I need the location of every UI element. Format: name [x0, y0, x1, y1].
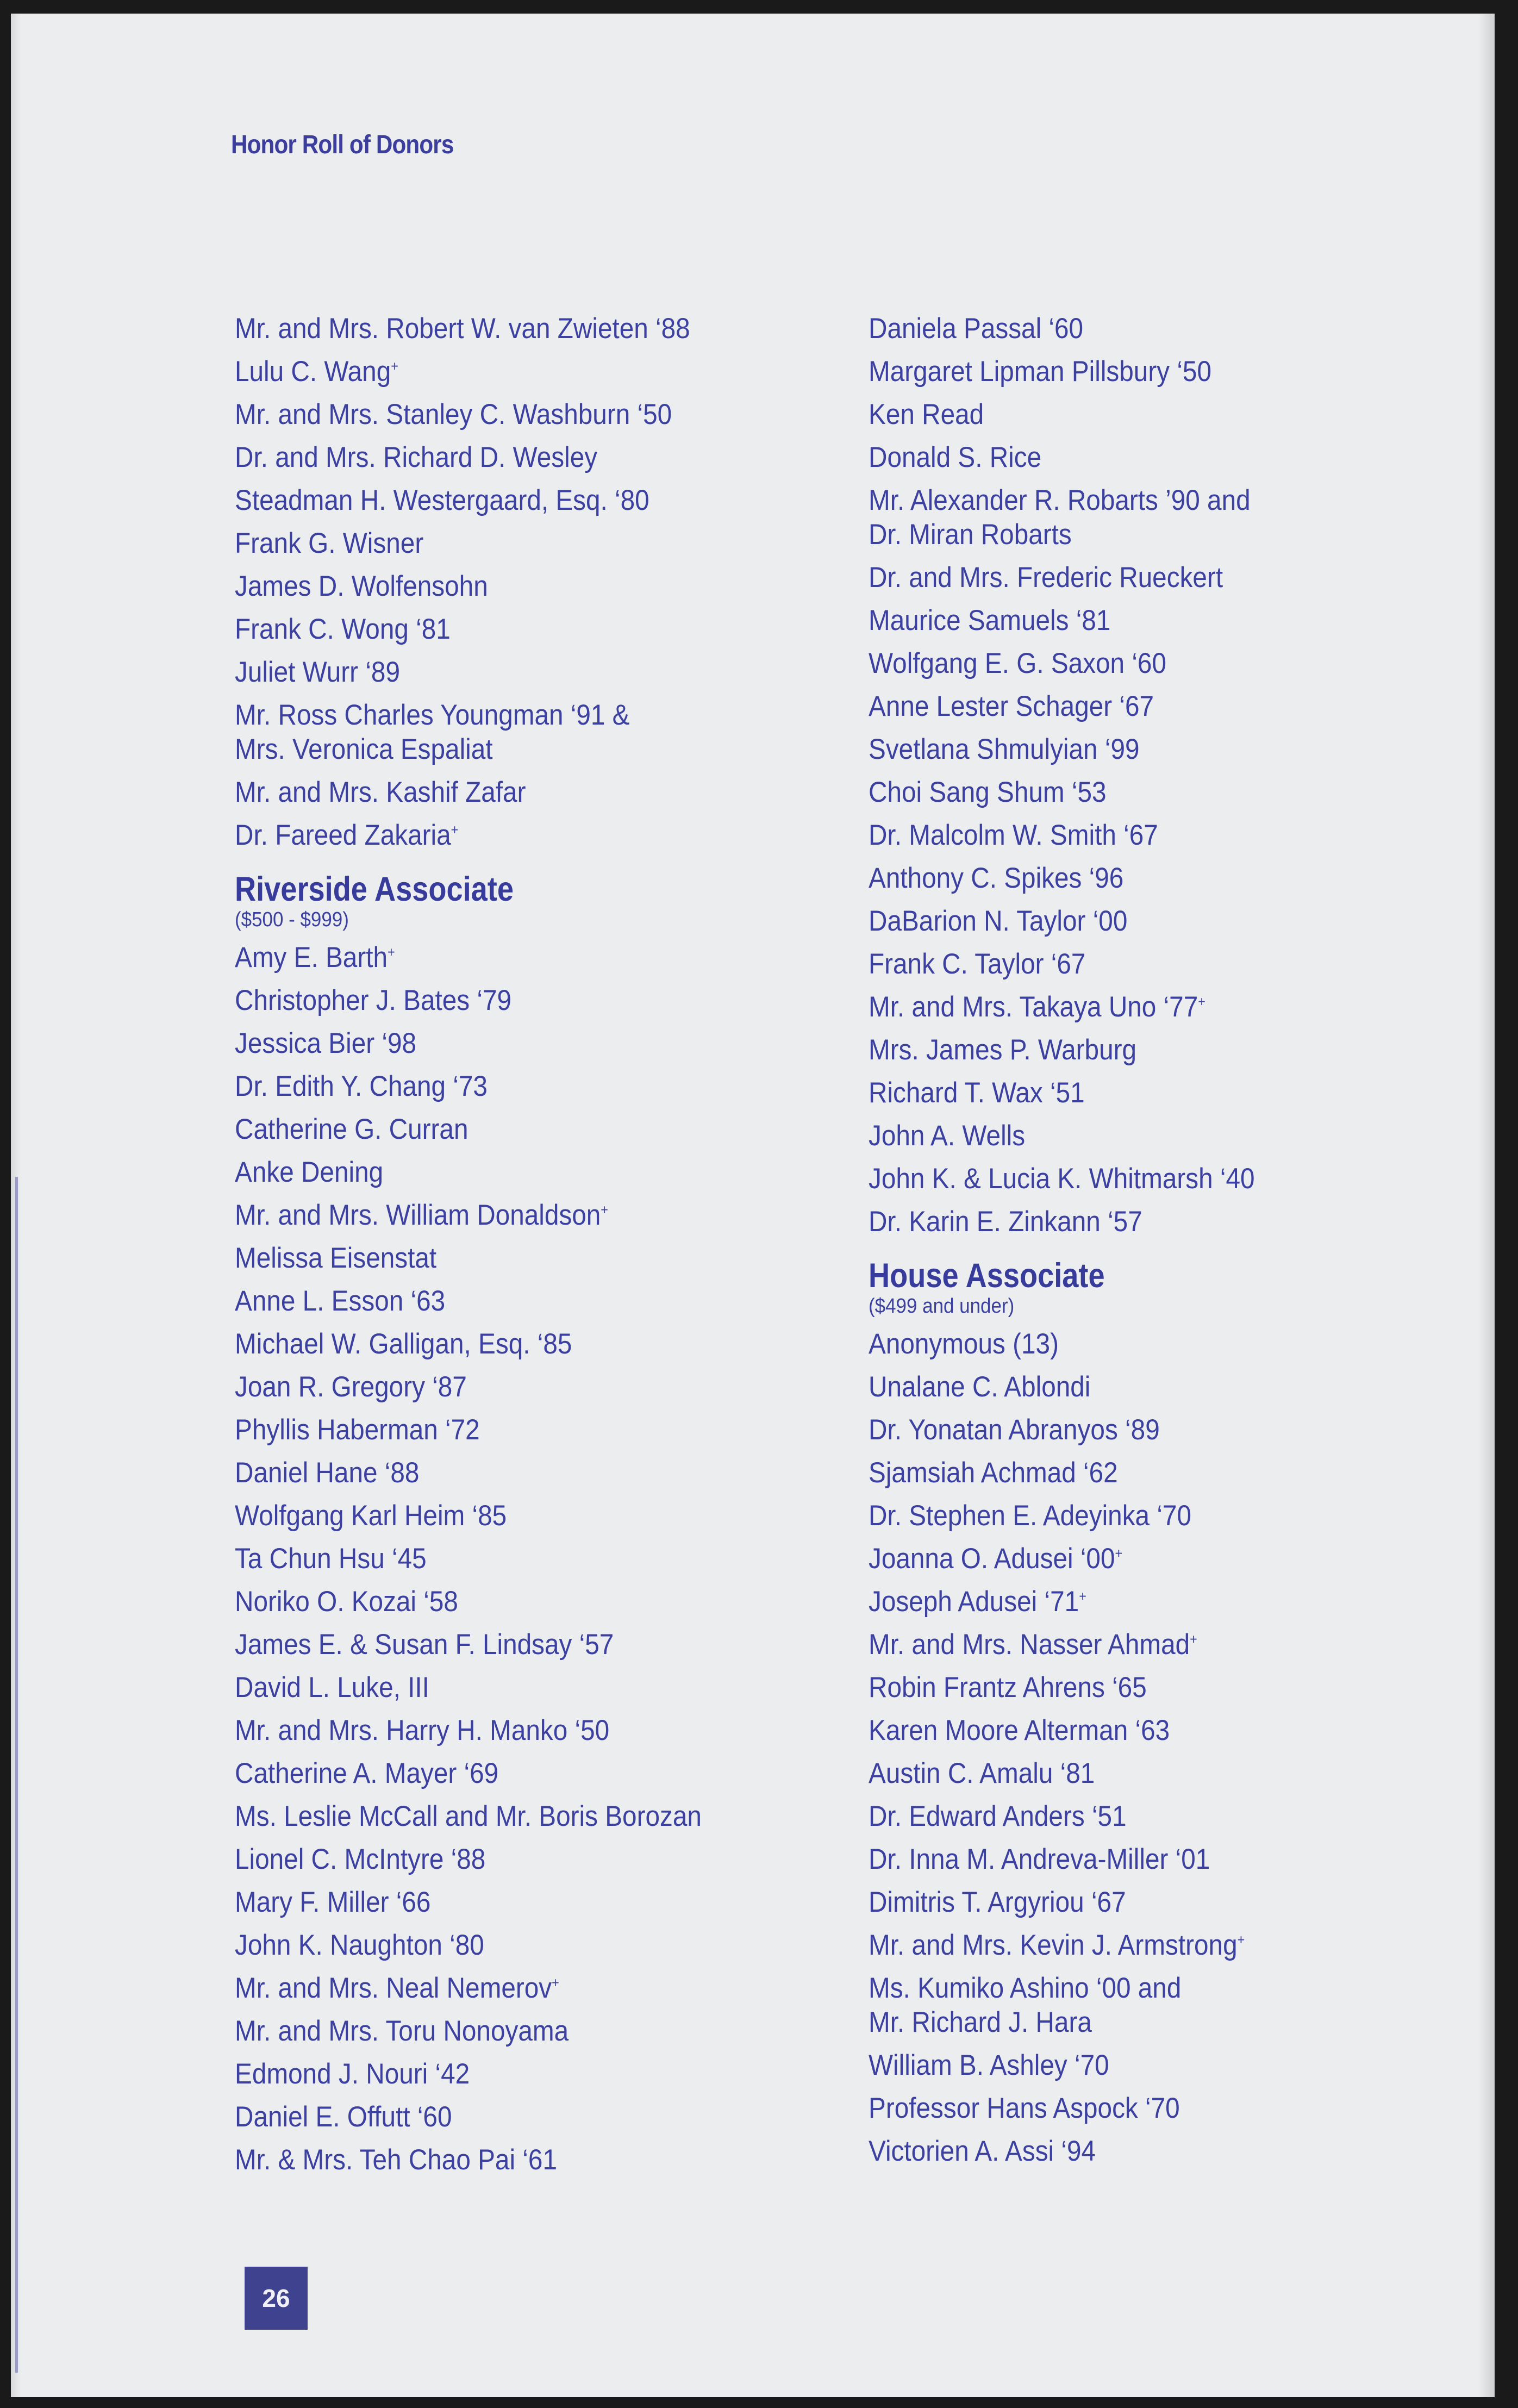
- donor-name: Anonymous (13): [869, 1328, 1059, 1360]
- donor-name: Daniel E. Offutt ‘60: [235, 2101, 452, 2133]
- donor-entry: [869, 646, 1407, 681]
- donor-entry: [869, 1413, 1407, 1447]
- donor-entry: [235, 1370, 788, 1404]
- spine-line: [15, 1177, 18, 2373]
- section-title-house: House Associate: [869, 1257, 1105, 1295]
- donor-name: Mrs. James P. Warburg: [869, 1034, 1137, 1066]
- donor-entry: [235, 1542, 788, 1576]
- donor-name: Anke Dening: [235, 1156, 384, 1188]
- donor-name: James E. & Susan F. Lindsay ‘57: [235, 1629, 614, 1661]
- left-top-list: [235, 311, 849, 852]
- donor-entry: [869, 1842, 1407, 1876]
- donor-entry: [869, 990, 1407, 1024]
- donor-name: Mr. and Mrs. Kashif Zafar: [235, 776, 526, 808]
- donor-name: Dr. Edward Anders ‘51: [869, 1800, 1127, 1832]
- page-bleed-shading: [1478, 14, 1495, 2397]
- donor-name: Mr. and Mrs. William Donaldson: [235, 1199, 601, 1231]
- donor-entry: [869, 1799, 1407, 1833]
- donor-name: William B. Ashley ‘70: [869, 2049, 1109, 2081]
- donor-name: Austin C. Amalu ‘81: [869, 1757, 1095, 1789]
- plus-marker: +: [1237, 1931, 1245, 1948]
- section-range-house: ($499 and under): [869, 1295, 1015, 1318]
- donor-entry: [235, 397, 788, 432]
- donor-name: Dr. Stephen E. Adeyinka ‘70: [869, 1500, 1191, 1532]
- donor-name: John A. Wells: [869, 1120, 1026, 1152]
- left-column: [235, 311, 849, 2186]
- donor-entry: [869, 603, 1407, 638]
- donor-entry: [235, 1155, 788, 1189]
- donor-entry: [869, 2048, 1407, 2082]
- donor-name: Svetlana Shmulyian ‘99: [869, 733, 1140, 765]
- donor-name: Catherine A. Mayer ‘69: [235, 1757, 499, 1789]
- donor-entry: [869, 1076, 1407, 1110]
- donor-name: DaBarion N. Taylor ‘00: [869, 905, 1128, 937]
- donor-entry: [869, 1670, 1407, 1705]
- donor-name: Mr. and Mrs. Nasser Ahmad: [869, 1629, 1190, 1661]
- donor-entry: [869, 354, 1407, 389]
- donor-name: Christopher J. Bates ‘79: [235, 984, 512, 1016]
- donor-entry: [869, 947, 1407, 981]
- donor-name: Mr. and Mrs. Stanley C. Washburn ‘50: [235, 398, 672, 431]
- donor-name: Frank C. Taylor ‘67: [869, 948, 1086, 980]
- plus-marker: +: [1115, 1545, 1123, 1562]
- donor-entry: [869, 1499, 1407, 1533]
- donor-name: Dr. Inna M. Andreva-Miller ‘01: [869, 1843, 1210, 1875]
- donor-entry: [869, 1584, 1407, 1619]
- donor-entry: [869, 440, 1407, 475]
- section-title-riverside: Riverside Associate: [235, 870, 514, 908]
- donor-entry: [235, 1713, 788, 1748]
- donor-name: Joseph Adusei ‘71: [869, 1586, 1079, 1618]
- donor-entry: [869, 1327, 1407, 1361]
- donor-name: John K. & Lucia K. Whitmarsh ‘40: [869, 1163, 1255, 1195]
- donor-entry: [235, 483, 788, 517]
- donor-name: Frank C. Wong ‘81: [235, 613, 451, 645]
- donor-entry: [869, 818, 1407, 852]
- donor-name: Daniel Hane ‘88: [235, 1457, 420, 1489]
- donor-entry: [235, 440, 788, 475]
- donor-entry: [235, 940, 788, 975]
- donor-entry: [235, 1627, 788, 1662]
- donor-name: Dr. Edith Y. Chang ‘73: [235, 1070, 488, 1102]
- donor-name: Choi Sang Shum ‘53: [869, 776, 1107, 808]
- donor-entry: [869, 1756, 1407, 1791]
- right-column: [869, 311, 1466, 2177]
- donor-name: Mr. Ross Charles Youngman ‘91 & Mrs. Veronica Espaliat: [235, 699, 630, 765]
- donor-name: John K. Naughton ‘80: [235, 1929, 484, 1961]
- donor-name: Dr. and Mrs. Richard D. Wesley: [235, 441, 598, 473]
- donor-name: Ms. Leslie McCall and Mr. Boris Borozan: [235, 1800, 702, 1832]
- donor-name: Mary F. Miller ‘66: [235, 1886, 431, 1918]
- donor-name: Dimitris T. Argyriou ‘67: [869, 1886, 1126, 1918]
- plus-marker: +: [391, 358, 398, 375]
- plus-marker: +: [1079, 1588, 1086, 1605]
- donor-name: Daniela Passal ‘60: [869, 313, 1084, 345]
- page: [11, 14, 1495, 2397]
- donor-entry: [869, 2091, 1407, 2125]
- donor-entry: [235, 1584, 788, 1619]
- donor-name: David L. Luke, III: [235, 1671, 429, 1704]
- donor-name: Dr. Malcolm W. Smith ‘67: [869, 819, 1158, 851]
- donor-name: Karen Moore Alterman ‘63: [869, 1714, 1170, 1746]
- donor-name: Professor Hans Aspock ‘70: [869, 2092, 1180, 2124]
- donor-name: Victorien A. Assi ‘94: [869, 2135, 1096, 2167]
- donor-entry: [235, 612, 788, 646]
- donor-name: Phyllis Haberman ‘72: [235, 1414, 480, 1446]
- donor-name: Wolfgang Karl Heim ‘85: [235, 1500, 507, 1532]
- donor-name: James D. Wolfensohn: [235, 570, 488, 602]
- donor-entry: [869, 560, 1407, 595]
- donor-entry: [235, 354, 788, 389]
- donor-entry: [869, 1885, 1407, 1919]
- donor-entry: [235, 1499, 788, 1533]
- donor-name: Catherine G. Curran: [235, 1113, 468, 1145]
- donor-entry: [235, 526, 788, 560]
- donor-entry: [869, 732, 1407, 766]
- donor-name: Mr. and Mrs. Toru Nonoyama: [235, 2015, 569, 2047]
- donor-entry: [869, 1928, 1407, 1962]
- donor-entry: [869, 397, 1407, 432]
- left-section-list: [235, 940, 849, 2177]
- donor-name: Maurice Samuels ‘81: [869, 604, 1111, 637]
- donor-entry: [235, 1413, 788, 1447]
- donor-name: Steadman H. Westergaard, Esq. ‘80: [235, 484, 649, 516]
- page-header: Honor Roll of Donors: [231, 130, 454, 159]
- donor-name: Mr. and Mrs. Neal Nemerov: [235, 1972, 552, 2004]
- donor-entry: [235, 1112, 788, 1146]
- page-number: 26: [245, 2267, 308, 2330]
- plus-marker: +: [1190, 1631, 1197, 1648]
- plus-marker: +: [451, 821, 459, 838]
- donor-entry: [235, 1069, 788, 1103]
- donor-entry: [869, 861, 1407, 895]
- donor-entry: [869, 1033, 1407, 1067]
- donor-name: Lionel C. McIntyre ‘88: [235, 1843, 486, 1875]
- donor-name: Lulu C. Wang: [235, 355, 391, 388]
- donor-name: Dr. Fareed Zakaria: [235, 819, 451, 851]
- donor-entry: [235, 1885, 788, 1919]
- donor-entry: [235, 1198, 788, 1232]
- donor-name: Noriko O. Kozai ‘58: [235, 1586, 458, 1618]
- donor-name: Amy E. Barth: [235, 941, 388, 974]
- donor-entry: [235, 2014, 788, 2048]
- donor-name: Dr. Yonatan Abranyos ‘89: [869, 1414, 1160, 1446]
- donor-name: Margaret Lipman Pillsbury ‘50: [869, 355, 1211, 388]
- donor-entry: [869, 483, 1407, 552]
- donor-name: Joan R. Gregory ‘87: [235, 1371, 467, 1403]
- donor-name: Dr. Karin E. Zinkann ‘57: [869, 1206, 1142, 1238]
- donor-entry: [235, 1241, 788, 1275]
- donor-entry: [869, 2134, 1407, 2168]
- donor-name: Anne L. Esson ‘63: [235, 1285, 446, 1317]
- donor-name: Richard T. Wax ‘51: [869, 1077, 1085, 1109]
- donor-entry: [869, 1971, 1407, 2039]
- donor-name: Mr. and Mrs. Robert W. van Zwieten ‘88: [235, 313, 690, 345]
- donor-name: Edmond J. Nouri ‘42: [235, 2058, 470, 2090]
- donor-entry: [235, 1284, 788, 1318]
- donor-entry: [869, 1119, 1407, 1153]
- plus-marker: +: [1198, 993, 1205, 1010]
- donor-name: Unalane C. Ablondi: [869, 1371, 1091, 1403]
- donor-entry: [869, 689, 1407, 723]
- donor-entry: [235, 311, 788, 346]
- donor-entry: [869, 1456, 1407, 1490]
- donor-entry: [235, 1799, 788, 1833]
- donor-entry: [235, 1756, 788, 1791]
- donor-entry: [869, 1713, 1407, 1748]
- donor-name: Wolfgang E. G. Saxon ‘60: [869, 647, 1167, 679]
- plus-marker: +: [601, 1201, 608, 1218]
- donor-name: Anthony C. Spikes ‘96: [869, 862, 1124, 894]
- donor-entry: [869, 904, 1407, 938]
- donor-entry: [869, 1542, 1407, 1576]
- donor-entry: [235, 569, 788, 603]
- donor-name: Ms. Kumiko Ashino ‘00 and Mr. Richard J. Hara: [869, 1972, 1182, 2038]
- donor-name: Sjamsiah Achmad ‘62: [869, 1457, 1118, 1489]
- donor-name: Michael W. Galligan, Esq. ‘85: [235, 1328, 572, 1360]
- donor-entry: [235, 655, 788, 689]
- donor-entry: [235, 1026, 788, 1060]
- donor-name: Robin Frantz Ahrens ‘65: [869, 1671, 1147, 1704]
- donor-name: Melissa Eisenstat: [235, 1242, 437, 1274]
- donor-entry: [235, 2100, 788, 2134]
- section-range-riverside: ($500 - $999): [235, 908, 349, 931]
- right-top-list: [869, 311, 1466, 1239]
- donor-entry: [869, 1627, 1407, 1662]
- donor-name: Frank G. Wisner: [235, 527, 424, 559]
- donor-name: Mr. and Mrs. Takaya Uno ‘77: [869, 991, 1198, 1023]
- donor-name: Juliet Wurr ‘89: [235, 656, 400, 688]
- donor-entry: [235, 1971, 788, 2005]
- donor-name: Ta Chun Hsu ‘45: [235, 1543, 427, 1575]
- donor-name: Mr. & Mrs. Teh Chao Pai ‘61: [235, 2144, 557, 2176]
- donor-entry: [235, 1327, 788, 1361]
- plus-marker: +: [387, 944, 395, 960]
- donor-entry: [869, 775, 1407, 809]
- donor-name: Jessica Bier ‘98: [235, 1027, 417, 1059]
- donor-entry: [869, 1162, 1407, 1196]
- donor-name: Ken Read: [869, 398, 984, 431]
- donor-name: Joanna O. Adusei ‘00: [869, 1543, 1115, 1575]
- donor-entry: [235, 2057, 788, 2091]
- donor-entry: [235, 698, 788, 766]
- donor-name: Mr. and Mrs. Harry H. Manko ‘50: [235, 1714, 610, 1746]
- donor-name: Anne Lester Schager ‘67: [869, 690, 1154, 722]
- donor-entry: [235, 1842, 788, 1876]
- donor-name: Donald S. Rice: [869, 441, 1042, 473]
- right-section-list: [869, 1327, 1466, 2168]
- donor-entry: [235, 775, 788, 809]
- donor-entry: [869, 1370, 1407, 1404]
- donor-entry: [235, 2143, 788, 2177]
- donor-entry: [869, 1205, 1407, 1239]
- donor-entry: [235, 1670, 788, 1705]
- donor-entry: [869, 311, 1407, 346]
- donor-entry: [235, 1456, 788, 1490]
- donor-name: Dr. and Mrs. Frederic Rueckert: [869, 562, 1223, 594]
- donor-entry: [235, 818, 788, 852]
- donor-entry: [235, 983, 788, 1018]
- donor-entry: [235, 1928, 788, 1962]
- donor-name: Mr. and Mrs. Kevin J. Armstrong: [869, 1929, 1238, 1961]
- donor-name: Mr. Alexander R. Robarts ’90 and Dr. Miran Robarts: [869, 484, 1251, 551]
- plus-marker: +: [552, 1974, 559, 1991]
